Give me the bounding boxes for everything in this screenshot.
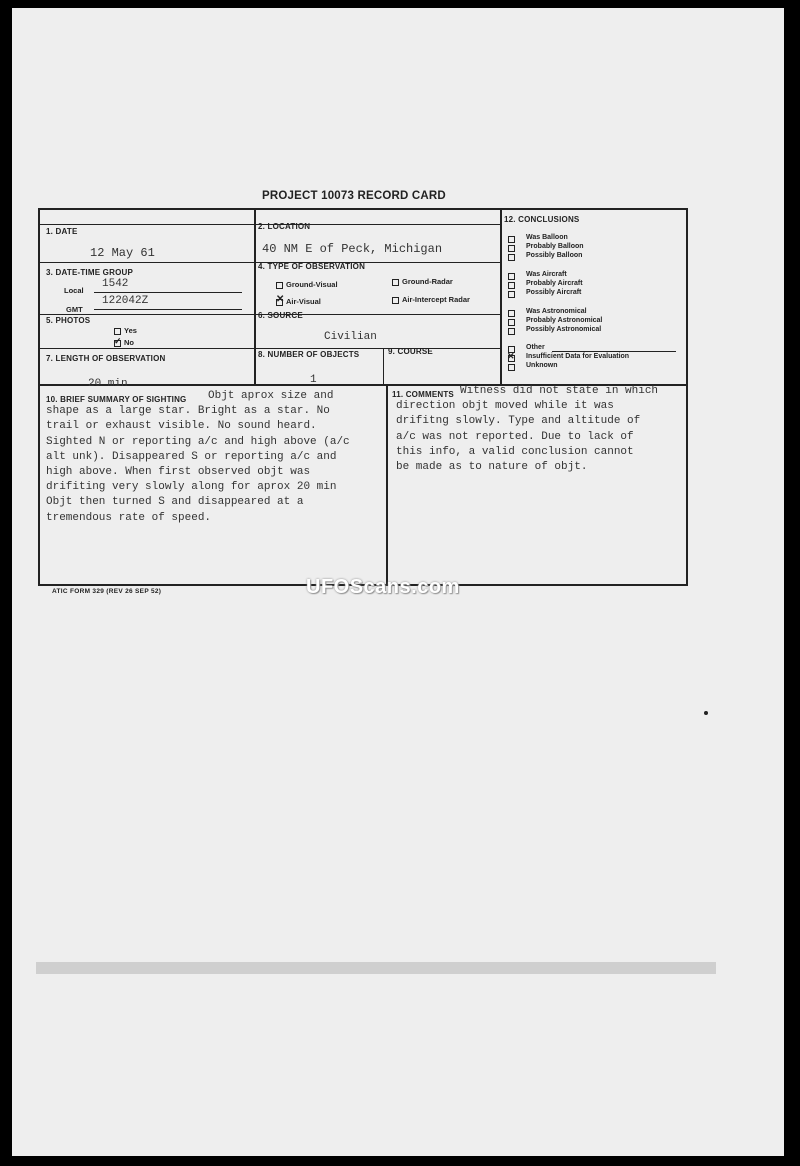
conclusion-checkbox[interactable] xyxy=(508,236,515,243)
photos-no-label: No xyxy=(124,338,134,347)
air-intercept-radar-label: Air-Intercept Radar xyxy=(402,295,470,304)
summary-line: Objt aprox size and xyxy=(208,390,334,402)
conclusions-label: 12. CONCLUSIONS xyxy=(504,215,580,224)
length-value: 20 min xyxy=(88,378,128,390)
comments-label: 11. COMMENTS xyxy=(392,390,454,399)
number-of-objects-label: 8. NUMBER OF OBJECTS xyxy=(258,350,360,359)
comment-line: drifitng slowly. Type and altitude of xyxy=(396,415,641,428)
ground-radar-label: Ground-Radar xyxy=(402,277,453,286)
conclusion-checkbox[interactable] xyxy=(508,273,515,280)
air-intercept-radar-checkbox[interactable] xyxy=(392,297,399,304)
conclusion-option-label: Was Aircraft xyxy=(526,271,567,278)
conclusion-option-label: Unknown xyxy=(526,362,558,369)
source-label: 6. SOURCE xyxy=(258,311,303,320)
summary-line: alt unk). Disappeared S or reporting a/c and xyxy=(46,450,337,463)
divider-col-1 xyxy=(254,210,256,384)
conclusion-option-label: Was Astronomical xyxy=(526,308,587,315)
conclusion-option-label: Probably Astronomical xyxy=(526,317,603,324)
photos-label: 5. PHOTOS xyxy=(46,316,91,325)
location-label: 2. LOCATION xyxy=(258,222,311,231)
form-number: ATIC FORM 329 (REV 26 SEP 52) xyxy=(52,588,162,595)
ground-visual-label: Ground-Visual xyxy=(286,280,338,289)
air-visual-check-mark: ✕ xyxy=(276,294,285,305)
record-card xyxy=(38,208,688,586)
conclusion-option-label: Other xyxy=(526,344,545,351)
conclusion-option-label: Probably Aircraft xyxy=(526,280,583,287)
comment-line: this info, a valid conclusion cannot xyxy=(396,445,634,458)
gmt-underline xyxy=(94,309,242,310)
conclusion-option-label: Possibly Aircraft xyxy=(526,289,582,296)
divider-col-2 xyxy=(500,210,502,384)
photos-yes-checkbox[interactable] xyxy=(114,328,121,335)
ground-radar-checkbox[interactable] xyxy=(392,279,399,286)
source-value: Civilian xyxy=(324,331,377,343)
air-visual-label: Air-Visual xyxy=(286,297,321,306)
summary-line: drifiting very slowly along for aprox 20 min xyxy=(46,481,337,494)
date-time-group-label: 3. DATE-TIME GROUP xyxy=(46,268,134,277)
brief-summary-label: 10. BRIEF SUMMARY OF SIGHTING xyxy=(46,395,187,404)
comment-line: a/c was not reported. Due to lack of xyxy=(396,430,634,443)
page-fold-shadow xyxy=(36,962,716,974)
location-value: 40 NM E of Peck, Michigan xyxy=(262,242,443,256)
comment-line: direction objt moved while it was xyxy=(396,400,614,413)
conclusion-option-label: Insufficient Data for Evaluation xyxy=(526,353,630,360)
conclusion-check-mark: ✕ xyxy=(507,351,515,361)
conclusion-checkbox[interactable] xyxy=(508,364,515,371)
conclusion-checkbox[interactable] xyxy=(508,310,515,317)
other-underline xyxy=(552,351,676,352)
gmt-label: GMT xyxy=(66,305,83,314)
conclusion-checkbox[interactable] xyxy=(508,282,515,289)
conclusion-option-label: Possibly Astronomical xyxy=(526,326,602,333)
summary-line: tremendous rate of speed. xyxy=(46,511,212,524)
summary-line: trail or exhaust visible. No sound heard. xyxy=(46,420,317,433)
summary-line: high above. When first observed objt was xyxy=(46,466,311,479)
length-label: 7. LENGTH OF OBSERVATION xyxy=(46,354,166,363)
summary-line: Objt then turned S and disappeared at a xyxy=(46,496,304,509)
summary-line: shape as a large star. Bright as a star. No xyxy=(46,405,330,418)
local-label: Local xyxy=(64,286,84,295)
conclusion-checkbox[interactable] xyxy=(508,328,515,335)
photos-yes-label: Yes xyxy=(124,326,137,335)
comment-line: be made as to nature of objt. xyxy=(396,461,588,474)
card-title: PROJECT 10073 RECORD CARD xyxy=(262,190,446,202)
number-of-objects-value: 1 xyxy=(310,374,317,386)
course-label: 9. COURSE xyxy=(388,347,433,356)
conclusion-checkbox[interactable] xyxy=(508,245,515,252)
photos-no-check-mark: ✓ xyxy=(114,336,122,346)
local-underline xyxy=(94,292,242,293)
paper-speck xyxy=(704,711,708,715)
observation-type-label: 4. TYPE OF OBSERVATION xyxy=(258,262,366,271)
gmt-value: 122042Z xyxy=(102,295,149,307)
summary-line: Sighted N or reporting a/c and high above (a/c xyxy=(46,435,350,448)
ground-visual-checkbox[interactable] xyxy=(276,282,283,289)
conclusion-option-label: Was Balloon xyxy=(526,234,568,241)
conclusion-checkbox[interactable] xyxy=(508,319,515,326)
divider-course xyxy=(383,348,384,384)
comment-line: Witness did not state in which xyxy=(460,385,659,397)
conclusion-checkbox[interactable] xyxy=(508,291,515,298)
divider-bottom xyxy=(386,384,388,584)
watermark: UFOScans.com xyxy=(306,576,460,598)
date-value: 12 May 61 xyxy=(90,246,155,260)
date-label: 1. DATE xyxy=(46,227,78,236)
conclusion-option-label: Possibly Balloon xyxy=(526,252,583,259)
conclusion-option-label: Probably Balloon xyxy=(526,243,584,250)
local-value: 1542 xyxy=(102,278,129,290)
conclusion-checkbox[interactable] xyxy=(508,254,515,261)
